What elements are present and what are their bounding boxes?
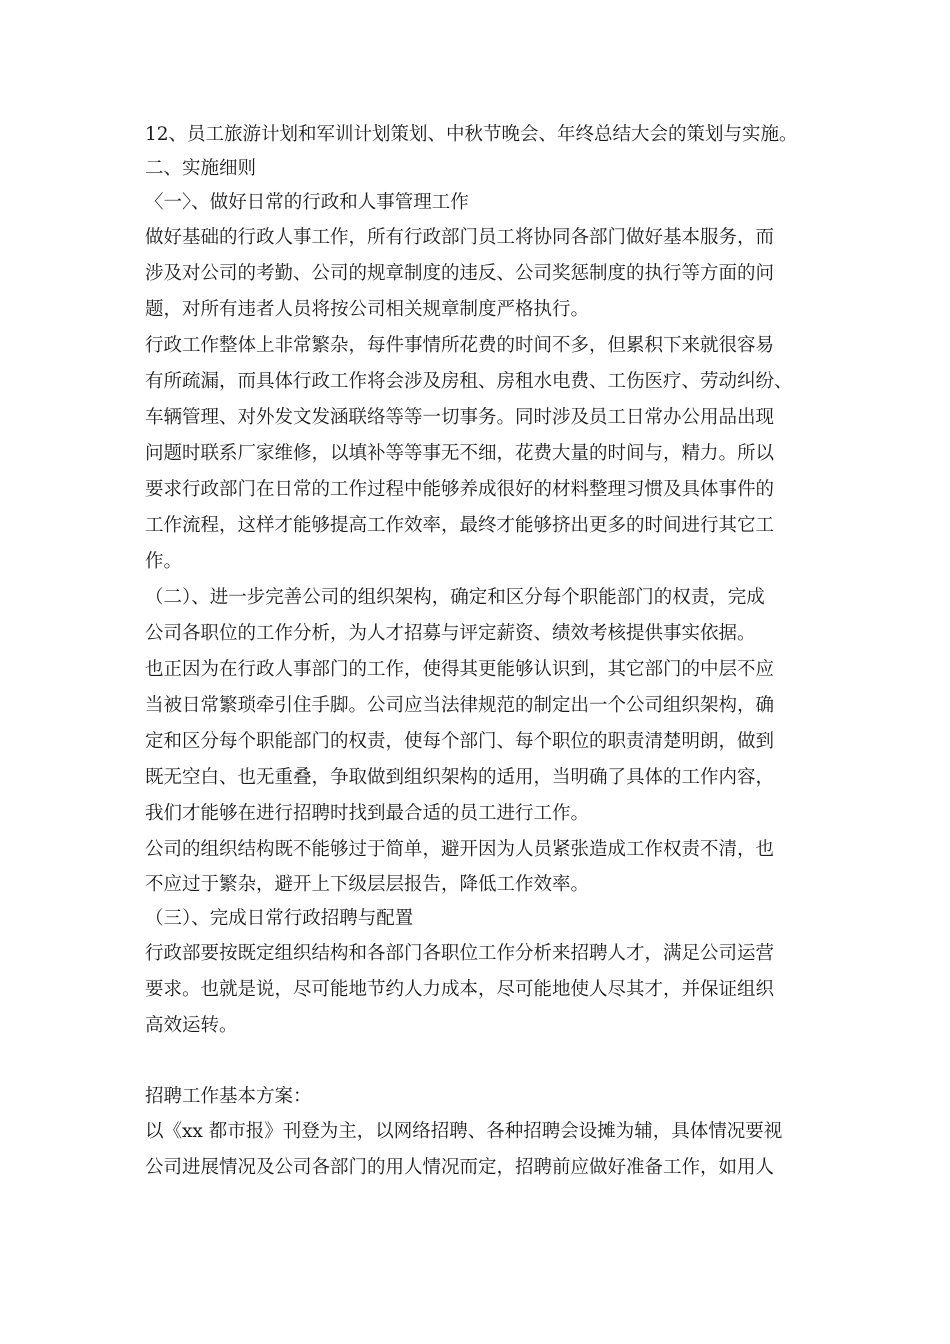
section-heading-implementation: 二、实施细则 <box>145 158 257 179</box>
text-line: 题，对所有违者人员将按公司相关规章制度严格执行。 <box>145 299 590 320</box>
text-line: 公司进展情况及公司各部门的用人情况而定，招聘前应做好准备工作，如用人 <box>145 1157 775 1178</box>
text-line: 也正因为在行政人事部门的工作，使得其更能够认识到，其它部门的中层不应 <box>145 659 775 680</box>
text-line: 做好基础的行政人事工作，所有行政部门员工将协同各部门做好基本服务，而 <box>145 227 775 248</box>
text-line: 不应过于繁杂，避开上下级层层报告，降低工作效率。 <box>145 874 590 895</box>
text-line: 定和区分每个职能部门的权责，使每个部门、每个职位的职责清楚明朗，做到 <box>145 731 775 752</box>
text-line: 要求行政部门在日常的工作过程中能够养成很好的材料整理习惯及具体事件的 <box>145 479 775 500</box>
text-line: 我们才能够在进行招聘时找到最合适的员工进行工作。 <box>145 803 590 824</box>
text-line: 工作流程，这样才能够提高工作效率，最终才能够挤出更多的时间进行其它工 <box>145 515 775 536</box>
text-line-list-item-12: 12、员工旅游计划和军训计划策划、中秋节晚会、年终总结大会的策划与实施。 <box>145 124 798 145</box>
text-line: 问题时联系厂家维修，以填补等等事无不细，花费大量的时间与，精力。所以 <box>145 443 775 464</box>
text-line: 公司的组织结构既不能够过于简单，避开因为人员紧张造成工作权责不清，也 <box>145 839 775 860</box>
text-line: 行政部要按既定组织结构和各部门各职位工作分析来招聘人才，满足公司运营 <box>145 943 775 964</box>
text-line: 既无空白、也无重叠，争取做到组织架构的适用，当明确了具体的工作内容， <box>145 767 775 788</box>
subsection-heading-2: （二）、进一步完善公司的组织架构，确定和区分每个职能部门的权责，完成 <box>145 587 765 608</box>
text-line: 有所疏漏，而具体行政工作将会涉及房租、房租水电费、工伤医疗、劳动纠纷、 <box>145 371 793 392</box>
text-line: 行政工作整体上非常繁杂，每件事情所花费的时间不多，但累积下来就很容易 <box>145 335 775 356</box>
recruitment-plan-heading: 招聘工作基本方案： <box>145 1086 312 1107</box>
text-line: 以《xx 都市报》刊登为主，以网络招聘、各种招聘会设摊为辅，具体情况要视 <box>145 1121 783 1142</box>
text-line: 高效运转。 <box>145 1015 238 1036</box>
document-page <box>145 118 825 1186</box>
paragraph-gap <box>145 1044 825 1080</box>
subsection-heading-1: 〈一〉、做好日常的行政和人事管理工作 <box>145 192 469 213</box>
text-line: 车辆管理、对外发文发涵联络等等一切事务。同时涉及员工日常办公用品出现 <box>145 407 775 428</box>
subsection-heading-3: （三）、完成日常行政招聘与配置 <box>145 908 414 929</box>
text-line: 涉及对公司的考勤、公司的规章制度的违反、公司奖惩制度的执行等方面的问 <box>145 263 775 284</box>
text-line: 当被日常繁琐牵引住手脚。公司应当法律规范的制定出一个公司组织架构，确 <box>145 695 775 716</box>
text-line: 要求。也就是说，尽可能地节约人力成本，尽可能地使人尽其才，并保证组织 <box>145 979 775 1000</box>
text-line: 作。 <box>145 551 183 572</box>
text-line: 公司各职位的工作分析，为人才招募与评定薪资、绩效考核提供事实依据。 <box>145 623 756 644</box>
